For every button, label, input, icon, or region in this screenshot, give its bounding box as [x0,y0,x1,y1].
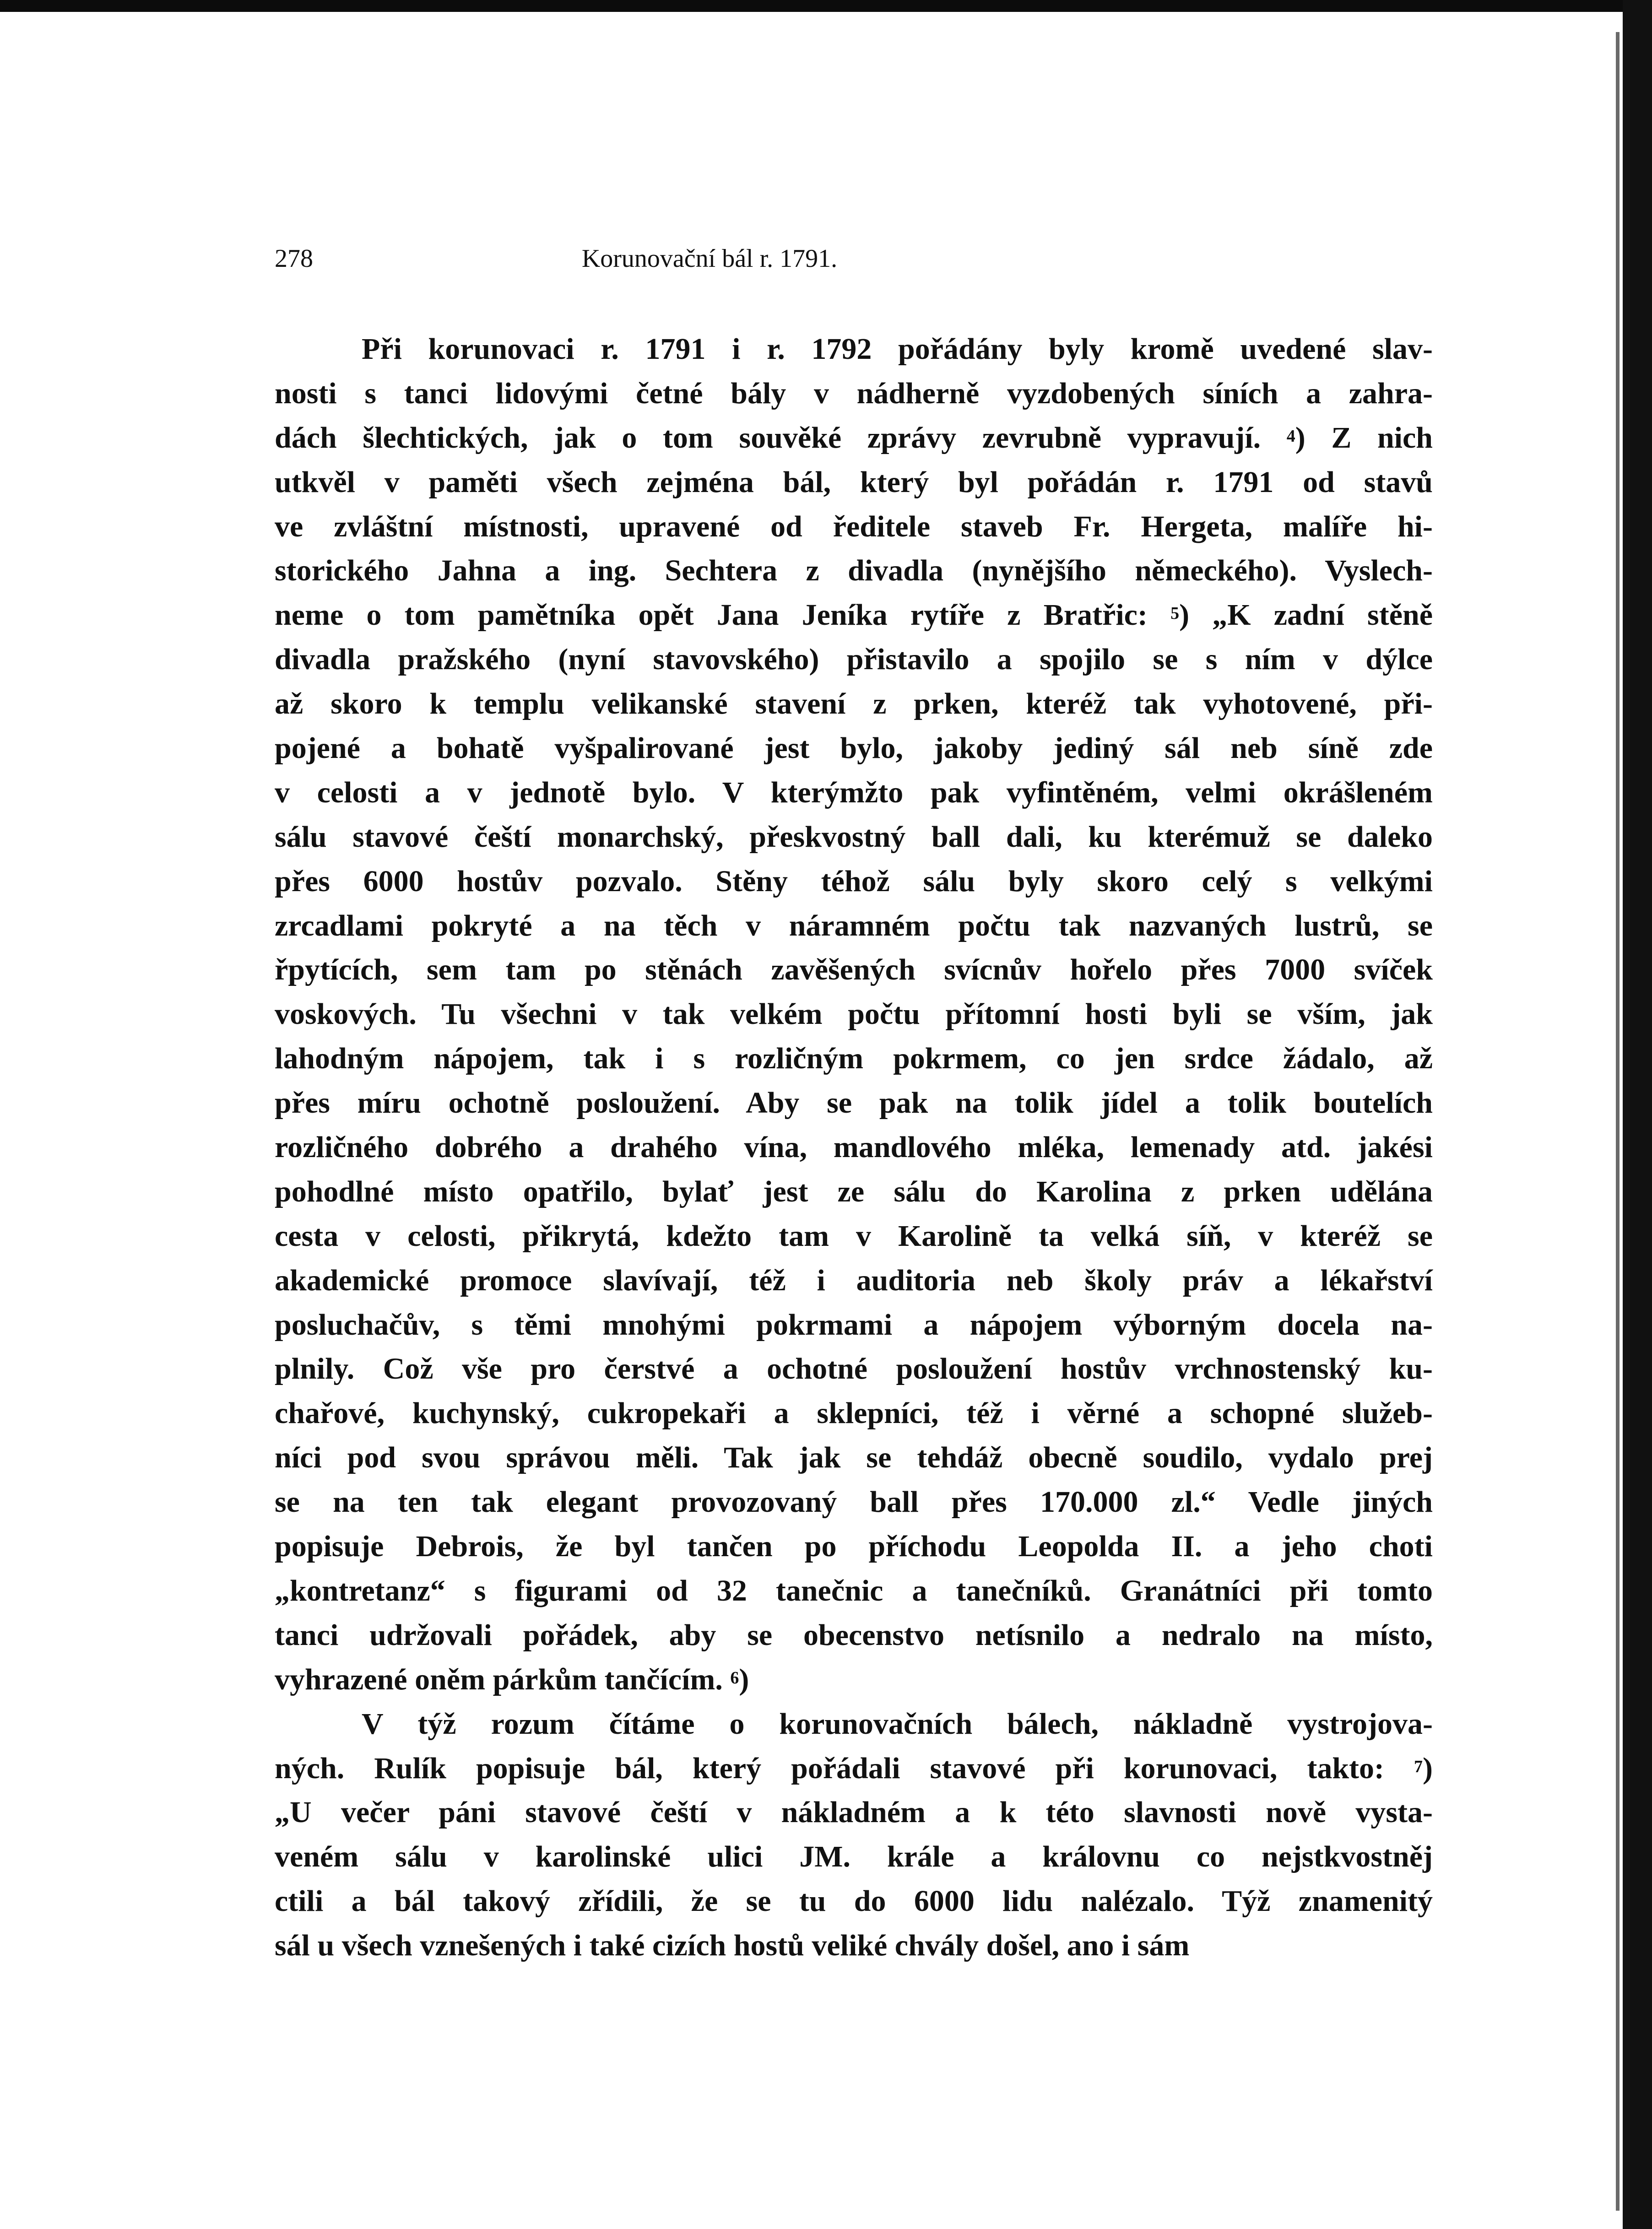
line-text: neme o tom pamětníka opět Jana Jeníka rytíře z Bratřic: [275,598,1171,632]
line-text: až skoro k templu velikanské stavení z prken, kteréž tak vyhotovené, při- [275,687,1433,721]
line-text: chařové, kuchynský, cukropekaři a sklepníci, též i věrné a schopné služeb- [275,1396,1433,1430]
line-text: ) [739,1662,749,1696]
line-text: akademické promoce slavívají, též i auditoria neb školy práv a lékařství [275,1263,1433,1297]
text-line [275,593,1433,638]
footnote-ref: 5 [1170,604,1180,623]
text-line [275,1170,1433,1214]
text-line [275,1525,1433,1569]
line-text: ve zvláštní místnosti, upravené od ředitele staveb Fr. Hergeta, malíře hi- [275,509,1433,543]
line-text: přes míru ochotně posloužení. Aby se pak na tolik jídel a tolik boutelích [275,1086,1433,1120]
line-text: popisuje Debrois, že byl tančen po příchodu Leopolda II. a jeho choti [275,1530,1433,1564]
line-text: sál u všech vznešených i také cizích hostů veliké chvály došel, ano i sám [275,1929,1190,1963]
line-text: tanci udržovali pořádek, aby se obecenstvo netísnilo a nedralo na místo, [275,1618,1433,1652]
text-line [275,1214,1433,1259]
line-text: lahodným nápojem, tak i s rozličným pokrmem, co jen srdce žádalo, až [275,1042,1433,1076]
line-text: rozličného dobrého a drahého vína, mandlového mléka, lemenady atd. jakési [275,1131,1433,1164]
line-text: vyhrazené oněm párkům tančícím. [275,1662,731,1696]
line-text: níci pod svou správou měli. Tak jak se tehdáž obecně soudilo, vydalo prej [275,1441,1433,1475]
text-line [275,1702,1433,1747]
text-line [275,1303,1433,1347]
text-line [275,860,1433,904]
text-line [275,549,1433,593]
text-line [275,638,1433,682]
running-head [275,240,1030,277]
paragraph [275,327,1433,1702]
text-line [275,1436,1433,1480]
line-text: přes 6000 hostův pozvalo. Stěny téhož sálu byly skoro celý s velkými [275,864,1433,898]
text-line [275,416,1433,460]
line-text: sálu stavové čeští monarchský, přeskvostný ball dali, ku kterémuž se daleko [275,820,1433,854]
text-line [275,1480,1433,1525]
line-text: ) [1423,1751,1433,1785]
line-text: v celosti a v jednotě bylo. V kterýmžto pak vyfintěném, velmi okrášleném [275,775,1433,809]
footnote-ref: 6 [730,1668,739,1688]
line-text: cesta v celosti, přikrytá, kdežto tam v Karolině ta velká síň, v kteréž se [275,1219,1433,1253]
text-line [275,682,1433,726]
line-text: posluchačův, s těmi mnohými pokrmami a nápojem výborným docela na- [275,1308,1433,1342]
text-line [275,372,1433,416]
text-line [275,1791,1433,1835]
text-line [275,1924,1433,1968]
line-text: ) Z nich [1295,421,1433,454]
scan-top-edge [0,0,1652,12]
line-text: „kontretanz“ s figurami od 32 tanečnic a tanečníků. Granátníci při tomto [275,1574,1433,1607]
scan-right-edge [1623,0,1652,2229]
line-text: Při korunovaci r. 1791 i r. 1792 pořádány byly kromě uvedené slav- [362,332,1433,366]
text-line [275,771,1433,815]
footnote-ref: 7 [1414,1757,1423,1776]
line-text: řpytících, sem tam po stěnách zavěšených svícnův hořelo přes 7000 svíček [275,953,1433,987]
line-text: utkvěl v paměti všech zejména bál, který byl pořádán r. 1791 od stavů [275,465,1433,499]
line-text: ) „K zadní stěně [1179,598,1433,632]
line-text: pohodlné místo opatřilo, bylať jest ze sálu do Karolina z prken udělána [275,1174,1433,1208]
line-text: ných. Rulík popisuje bál, který pořádali stavové při korunovaci, takto: [275,1751,1414,1785]
text-line [275,815,1433,860]
line-text: „U večer páni stavové čeští v nákladném a k této slavnosti nově vysta- [275,1796,1433,1829]
line-text: storického Jahna a ing. Sechtera z divadla (nynějšího německého). Vyslech- [275,554,1433,588]
text-line [275,1081,1433,1125]
line-text: se na ten tak elegant provozovaný ball přes 170.000 zl.“ Vedle jiných [275,1485,1433,1519]
line-text: divadla pražského (nyní stavovského) přistavilo a spojilo se s ním v dýlce [275,643,1433,676]
text-line [275,327,1433,372]
line-text: V týž rozum čítáme o korunovačních bálech, nákladně vystrojova- [362,1707,1433,1741]
text-line [275,1613,1433,1658]
body-text [275,327,1433,1968]
page-number: 278 [275,244,313,273]
text-line [275,1835,1433,1879]
text-line [275,1747,1433,1791]
text-line [275,1658,1433,1702]
text-line [275,1037,1433,1081]
paragraph [275,1702,1433,1968]
text-line [275,1125,1433,1170]
text-line [275,1569,1433,1613]
line-text: veném sálu v karolinské ulici JM. krále a královnu co nejstkvostněj [275,1840,1433,1874]
footnote-ref: 4 [1286,426,1295,446]
text-line [275,1391,1433,1436]
line-text: nosti s tanci lidovými četné bály v nádherně vyzdobených síních a zahra- [275,376,1433,410]
line-text: plnily. Což vše pro čerstvé a ochotné posloužení hostův vrchnostenský ku- [275,1352,1433,1386]
text-line [275,904,1433,948]
text-line [275,1347,1433,1391]
text-line [275,726,1433,771]
text-line [275,460,1433,505]
line-text: zrcadlami pokryté a na těch v náramném počtu tak nazvaných lustrů, se [275,909,1433,942]
text-line [275,992,1433,1037]
text-line [275,505,1433,549]
line-text: pojené a bohatě vyšpalirované jest bylo, jakoby jediný sál neb síně zde [275,731,1433,765]
line-text: ctili a bál takový zřídili, že se tu do 6000 lidu nalézalo. Týž znamenitý [275,1884,1433,1918]
text-line [275,1879,1433,1924]
line-text: voskových. Tu všechni v tak velkém počtu přítomní hosti byli se vším, jak [275,997,1433,1031]
line-text: dách šlechtických, jak o tom souvěké zprávy zevrubně vypravují. [275,421,1287,454]
text-line [275,948,1433,992]
running-title: Korunovační bál r. 1791. [581,244,838,273]
scan-right-edge-shadow [1616,32,1620,2211]
text-line [275,1259,1433,1303]
